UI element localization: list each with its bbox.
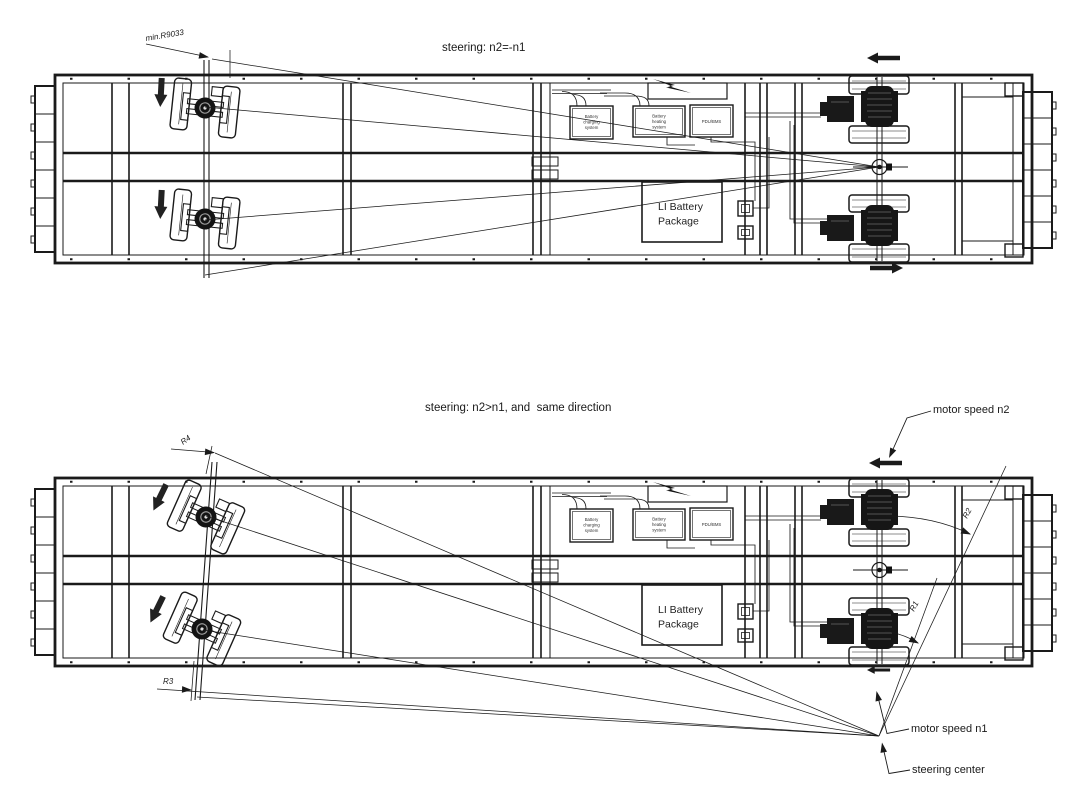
motor-n2-leader bbox=[890, 411, 931, 456]
bottom-steering-diagram bbox=[31, 402, 1056, 776]
leader-arrowhead bbox=[886, 448, 896, 460]
top-steering-diagram bbox=[31, 28, 1056, 278]
front-bogie-lower bbox=[169, 189, 240, 250]
vehicle-body bbox=[31, 75, 1056, 263]
diagram-title: steering: n2>n1, and same direction bbox=[425, 402, 612, 414]
leader-arrowhead bbox=[879, 742, 887, 753]
front-bogie-upper bbox=[169, 78, 240, 139]
diagram-title: steering: n2=-n1 bbox=[442, 42, 526, 54]
r1-line bbox=[879, 578, 937, 736]
r4-label: R4 bbox=[178, 433, 193, 447]
steering-diagram-canvas: Battery charging system Battery heating system PDU/BMS LI Battery Package steering: n2=-n1 min.R9033 steering: n2>n1, and same direction R4 R3 R1 R2 motor speed n2 motor speed n1 steering center bbox=[0, 0, 1080, 795]
motor-speed-n1-label: motor speed n1 bbox=[911, 723, 988, 735]
r2-arc bbox=[886, 516, 970, 534]
r2-label: R2 bbox=[960, 506, 974, 520]
wheel-direction-arrow bbox=[154, 190, 168, 220]
wheel-direction-arrow bbox=[154, 78, 168, 108]
min-radius-label: min.R9033 bbox=[144, 27, 185, 43]
motor-n2-direction-arrow bbox=[867, 53, 900, 64]
dimension-arrowhead bbox=[199, 52, 210, 60]
dimension-arrowhead bbox=[182, 686, 192, 693]
dimension-arrowhead bbox=[909, 636, 921, 646]
r3-label: R3 bbox=[163, 677, 174, 686]
steering-center-label: steering center bbox=[912, 764, 985, 776]
steering-center-leader bbox=[883, 745, 911, 774]
r4-line bbox=[215, 453, 879, 736]
vehicle-body bbox=[31, 478, 1056, 666]
leader-arrowhead bbox=[873, 690, 882, 701]
steering-linkage-column bbox=[204, 60, 209, 278]
motor-n2-direction-arrow bbox=[869, 458, 902, 469]
r3-line bbox=[157, 689, 879, 736]
motor-speed-n2-label: motor speed n2 bbox=[933, 404, 1010, 416]
r2-line bbox=[879, 466, 1006, 736]
r1-label: R1 bbox=[907, 599, 921, 613]
wheel-direction-arrow bbox=[145, 594, 169, 626]
